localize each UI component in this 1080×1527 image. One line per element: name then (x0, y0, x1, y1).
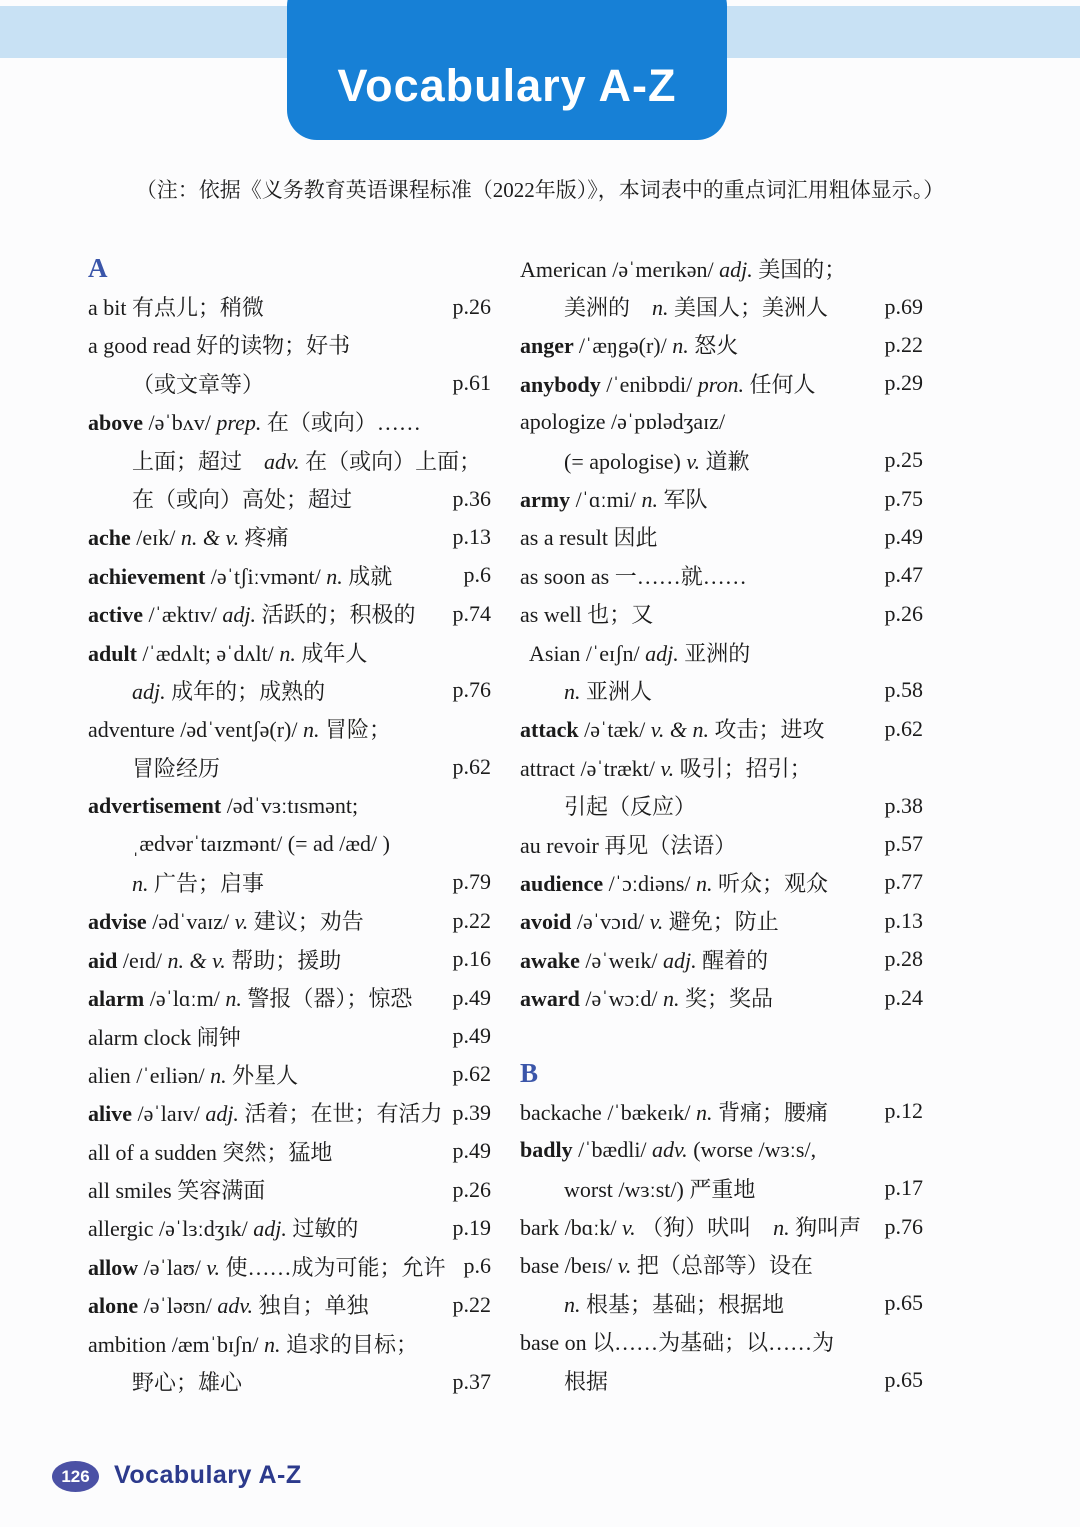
page-ref: p.13 (452, 523, 491, 549)
entry-text: (= apologise) v. 道歉 (564, 448, 750, 474)
vocab-entry-line (520, 671, 923, 709)
vocab-entry-line (520, 825, 923, 863)
vocab-entry-line (88, 1362, 491, 1400)
vocab-entry-line (520, 710, 923, 748)
section-letter: A (88, 252, 108, 283)
entry-text: alarm /əˈlɑːm/ n. 警报（器）；惊恐 (88, 986, 413, 1012)
vocab-entry-line (88, 287, 491, 325)
vocab-entry-line (520, 1361, 923, 1399)
vocab-entry-line (520, 287, 923, 325)
page-ref: p.61 (452, 370, 491, 396)
entry-text: a bit 有点儿；稍微 (88, 295, 264, 321)
page-ref: p.75 (884, 485, 923, 511)
page-ref: p.22 (452, 1291, 491, 1317)
vocab-entry-line (88, 326, 491, 364)
page-ref: p.6 (463, 1253, 491, 1279)
entry-text: n. 广告；启事 (132, 870, 265, 896)
entry-text: 在（或向）高处；超过 (132, 487, 353, 513)
entry-text: a good read 好的读物；好书 (88, 333, 351, 359)
entry-text: 美洲的 n. 美国人；美洲人 (564, 295, 829, 321)
vocab-entry-line (88, 1247, 491, 1285)
vocab-entry-line (520, 978, 923, 1016)
entry-text: apologize /əˈpɒlədʒaɪz/ (520, 408, 726, 434)
section-heading (520, 1054, 923, 1092)
footer-section-label: Vocabulary A-Z (114, 1461, 302, 1489)
entry-text: awake /əˈweɪk/ adj. 醒着的 (520, 947, 769, 973)
entry-text: American /əˈmerɪkən/ adj. 美国的； (520, 256, 847, 282)
entry-text: award /əˈwɔːd/ n. 奖；奖品 (520, 986, 773, 1012)
page-ref: p.76 (452, 677, 491, 703)
page-ref: p.29 (884, 370, 923, 396)
entry-text: adventure /ədˈventʃə(r)/ n. 冒险； (88, 717, 392, 743)
entry-text: 冒险经历 (132, 755, 221, 781)
page-ref: p.57 (884, 831, 923, 857)
vocab-entry-line (520, 633, 923, 671)
page-title-banner (287, 0, 727, 140)
entry-text: au revoir 再见（法语） (520, 832, 737, 858)
entry-text: army /ˈɑːmi/ n. 军队 (520, 487, 708, 513)
entry-text: 根据 (564, 1368, 609, 1394)
page-ref: p.25 (884, 447, 923, 473)
vocab-entry-line (88, 633, 491, 671)
vocab-entry-line (520, 1207, 923, 1245)
vocab-entry-line (520, 249, 923, 287)
vocab-entry-line (520, 940, 923, 978)
entry-text: attract /əˈtrækt/ v. 吸引；招引； (520, 755, 812, 781)
vocab-entry-line (88, 1209, 491, 1247)
section-gap (520, 1017, 923, 1054)
vocab-entry-line (520, 326, 923, 364)
vocab-entry-line (520, 518, 923, 556)
entry-text: bark /bɑːk/ v. （狗）吠叫 n. 狗叫声 (520, 1215, 862, 1241)
page-ref: p.76 (884, 1213, 923, 1239)
entry-text: avoid /əˈvɔɪd/ v. 避免；防止 (520, 909, 779, 935)
entry-text: advise /ədˈvaɪz/ v. 建议；劝告 (88, 909, 364, 935)
page-ref: p.77 (884, 869, 923, 895)
entry-text: as well 也；又 (520, 602, 654, 628)
vocab-column-left (88, 249, 491, 1401)
note-text: （注：依据《义务教育英语课程标准（2022年版）》，本词表中的重点词汇用粗体显示。） (135, 178, 945, 202)
page-ref: p.69 (884, 293, 923, 319)
entry-text: all smiles 笑容满面 (88, 1178, 266, 1204)
vocab-entry-line (520, 748, 923, 786)
page-ref: p.28 (884, 946, 923, 972)
vocab-entry-line (520, 1323, 923, 1361)
entry-text: alarm clock 闹钟 (88, 1024, 241, 1050)
vocab-entry-line (88, 403, 491, 441)
vocab-entry-line (520, 1284, 923, 1322)
vocab-entry-line (88, 518, 491, 556)
entry-text: （或文章等） (132, 371, 265, 397)
vocab-entry-line (88, 595, 491, 633)
vocab-entry-line (88, 710, 491, 748)
page-ref: p.26 (884, 600, 923, 626)
page-ref: p.65 (884, 1367, 923, 1393)
entry-text: achievement /əˈtʃiːvmənt/ n. 成就 (88, 563, 393, 589)
vocab-entry-line (88, 1324, 491, 1362)
entry-text: ˌædvərˈtaɪzmənt/ (= ad /æd/ ) (132, 831, 390, 857)
vocab-entry-line (520, 441, 923, 479)
entry-text: audience /ˈɔːdiəns/ n. 听众；观众 (520, 870, 829, 896)
vocab-entry-line (88, 863, 491, 901)
page-number-badge (52, 1461, 99, 1492)
entry-text: badly /ˈbædli/ adv. (worse /wɜːs/, (520, 1136, 817, 1162)
entry-text: aid /eɪd/ n. & v. 帮助；援助 (88, 947, 342, 973)
entry-text: advertisement /ədˈvɜːtɪsmənt; (88, 792, 359, 818)
page-ref: p.74 (452, 600, 491, 626)
page-ref: p.36 (452, 485, 491, 511)
section-heading (88, 249, 491, 287)
entry-text: as a result 因此 (520, 525, 658, 551)
vocab-entry-line (520, 556, 923, 594)
vocab-entry-line (88, 1170, 491, 1208)
vocab-entry-line (520, 1169, 923, 1207)
entry-text: alone /əˈləʊn/ adv. 独自；单独 (88, 1293, 369, 1319)
entry-text: as soon as 一……就…… (520, 563, 747, 589)
entry-text: above /əˈbʌv/ prep. 在（或向）…… (88, 410, 421, 436)
entry-text: 上面；超过 adv. 在（或向）上面； (132, 448, 482, 474)
entry-text: all of a sudden 突然；猛地 (88, 1139, 333, 1165)
entry-text: anger /ˈæŋgə(r)/ n. 怒火 (520, 333, 739, 359)
page-ref: p.16 (452, 946, 491, 972)
page-ref: p.22 (452, 907, 491, 933)
vocab-entry-line (520, 786, 923, 824)
entry-text: attack /əˈtæk/ v. & n. 攻击；进攻 (520, 717, 825, 743)
page-ref: p.79 (452, 869, 491, 895)
page-ref: p.49 (452, 1138, 491, 1164)
vocab-entry-line (520, 364, 923, 402)
entry-text: alien /ˈeɪliən/ n. 外星人 (88, 1062, 299, 1088)
entry-text: n. 亚洲人 (564, 678, 653, 704)
vocab-entry-line (520, 1131, 923, 1169)
entry-text: alive /əˈlaɪv/ adj. 活着；在世；有活力 (88, 1101, 443, 1127)
vocab-entry-line (88, 825, 491, 863)
entry-text: ambition /æmˈbɪʃn/ n. 追求的目标； (88, 1331, 419, 1357)
page-ref: p.6 (463, 562, 491, 588)
page-ref: p.49 (452, 984, 491, 1010)
page-number: 126 (61, 1466, 90, 1486)
page-ref: p.62 (452, 1061, 491, 1087)
page-ref: p.24 (884, 984, 923, 1010)
page-ref: p.62 (452, 754, 491, 780)
page-ref: p.38 (884, 792, 923, 818)
vocab-entry-line (88, 1132, 491, 1170)
vocab-entry-line (520, 1246, 923, 1284)
page-ref: p.13 (884, 907, 923, 933)
vocab-entry-line (88, 671, 491, 709)
page-ref: p.39 (452, 1099, 491, 1125)
page-ref: p.26 (452, 1176, 491, 1202)
entry-text: adj. 成年的；成熟的 (132, 678, 326, 704)
vocab-entry-line (88, 978, 491, 1016)
entry-text: 引起（反应） (564, 794, 697, 820)
vocab-entry-line (520, 902, 923, 940)
entry-text: allow /əˈlaʊ/ v. 使……成为可能；允许 (88, 1254, 446, 1280)
vocab-column-right (520, 249, 923, 1399)
entry-text: backache /ˈbækeɪk/ n. 背痛；腰痛 (520, 1099, 828, 1125)
vocab-entry-line (88, 364, 491, 402)
vocab-entry-line (520, 403, 923, 441)
vocab-entry-line (88, 556, 491, 594)
entry-text: adult /ˈædʌlt; əˈdʌlt/ n. 成年人 (88, 640, 368, 666)
entry-text: worst /wɜːst/) 严重地 (564, 1176, 756, 1202)
entry-text: active /ˈæktɪv/ adj. 活跃的；积极的 (88, 602, 416, 628)
entry-text: base /beɪs/ v. 把（总部等）设在 (520, 1253, 813, 1279)
vocab-entry-line (520, 479, 923, 517)
page-ref: p.49 (452, 1023, 491, 1048)
vocab-entry-line (88, 1286, 491, 1324)
page-ref: p.58 (884, 677, 923, 703)
vocab-entry-line (520, 1092, 923, 1130)
entry-text: n. 根基；基础；根据地 (564, 1291, 785, 1317)
page-ref: p.12 (884, 1098, 923, 1124)
page-ref: p.19 (452, 1214, 491, 1240)
vocab-entry-line (88, 479, 491, 517)
entry-text: anybody /ˈenibɒdi/ pron. 任何人 (520, 371, 816, 397)
page-title: Vocabulary A-Z (337, 60, 677, 111)
entry-text: allergic /əˈlɜːdʒɪk/ adj. 过敏的 (88, 1216, 359, 1242)
vocab-entry-line (88, 786, 491, 824)
entry-text: ache /eɪk/ n. & v. 疼痛 (88, 525, 289, 551)
page-ref: p.62 (884, 715, 923, 741)
vocab-entry-line (88, 940, 491, 978)
entry-text: Asian /ˈeɪʃn/ adj. 亚洲的 (529, 640, 751, 666)
vocab-entry-line (88, 902, 491, 940)
page-ref: p.49 (884, 523, 923, 549)
section-letter: B (520, 1057, 539, 1088)
entry-text: 野心；雄心 (132, 1370, 243, 1396)
vocab-entry-line (88, 748, 491, 786)
vocab-entry-line (88, 1017, 491, 1055)
vocab-entry-line (520, 595, 923, 633)
vocab-entry-line (88, 1055, 491, 1093)
page-ref: p.37 (452, 1368, 491, 1394)
vocab-entry-line (88, 1094, 491, 1132)
vocab-entry-line (520, 863, 923, 901)
page-ref: p.65 (884, 1290, 923, 1316)
page-ref: p.26 (452, 293, 491, 319)
entry-text: base on 以……为基础；以……为 (520, 1330, 835, 1356)
page-ref: p.47 (884, 562, 923, 588)
page-ref: p.22 (884, 331, 923, 357)
page-ref: p.17 (884, 1175, 923, 1201)
vocab-entry-line (88, 441, 491, 479)
